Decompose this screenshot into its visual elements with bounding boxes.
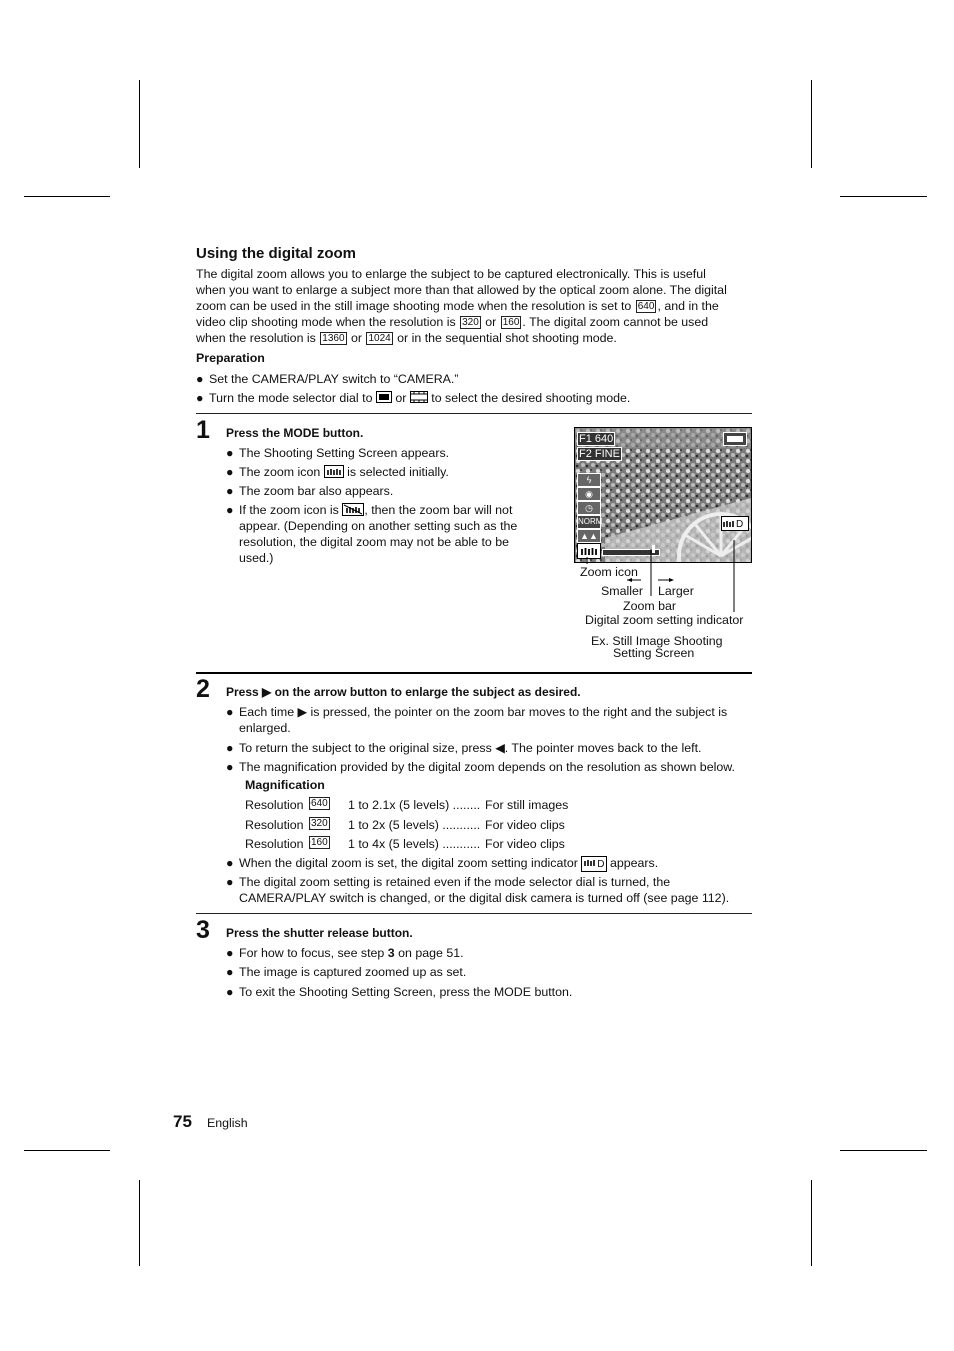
- divider: [196, 913, 752, 914]
- digital-zoom-indicator: D: [721, 516, 749, 531]
- caption-example: Ex. Still Image Shooting: [591, 634, 723, 648]
- crop-mark: [811, 80, 812, 168]
- divider: [196, 413, 752, 414]
- caption-example: Setting Screen: [613, 646, 695, 660]
- resolution-icon: 640: [637, 301, 655, 312]
- caption-smaller: Smaller: [601, 584, 643, 598]
- resolution-icon: 320: [311, 818, 328, 829]
- intro-line: when the resolution is 1360 or 1024 or in the sequential shot shooting mode.: [196, 331, 617, 345]
- magnification-heading: Magnification: [245, 778, 325, 792]
- step-title: Press ▶ on the arrow button to enlarge the subject as desired.: [226, 685, 581, 699]
- resolution-icon: 640: [311, 798, 328, 809]
- crop-mark: [840, 196, 927, 197]
- crop-mark: [139, 1180, 140, 1266]
- table-row: Resolution 320 : 1 to 2x (5 levels) ........... For video clips: [245, 818, 565, 832]
- zoom-icon-disabled: [342, 503, 364, 516]
- step-title: Press the shutter release button.: [226, 926, 413, 940]
- table-row: Resolution 160 : 1 to 4x (5 levels) ........... For video clips: [245, 837, 565, 851]
- caption-larger: Larger: [658, 584, 694, 598]
- caption-zoom-bar: Zoom bar: [623, 599, 677, 613]
- resolution-icon: 160: [502, 317, 520, 328]
- crop-mark: [139, 80, 140, 168]
- zoom-icon: [324, 465, 344, 478]
- resolution-icon: 1024: [368, 333, 391, 344]
- intro-line: when you want to enlarge a subject more than that allowed by the optical zoom alone. The digital: [196, 283, 727, 297]
- footer-language: English: [207, 1116, 248, 1130]
- still-camera-mode-icon: [376, 391, 392, 403]
- resolution-icon: 160: [311, 837, 328, 848]
- list-item-continuation: CAMERA/PLAY switch is changed, or the digital disk camera is turned off (see page 112).: [239, 891, 730, 905]
- caption-zoom-icon: Zoom icon: [580, 565, 638, 579]
- table-row: Resolution 640 : 1 to 2.1x (5 levels) ........ For still images: [245, 798, 569, 812]
- crop-mark: [811, 1180, 812, 1266]
- scene-icon: ▲▲: [577, 529, 601, 543]
- crop-mark: [840, 1150, 927, 1151]
- divider: [196, 672, 752, 674]
- step-title: Press the MODE button.: [226, 426, 364, 440]
- flash-icon: ϟ: [577, 473, 601, 487]
- step-number: 1: [196, 416, 210, 444]
- exposure-mode-indicator: NORM: [577, 515, 601, 529]
- battery-icon: [723, 432, 747, 446]
- resolution-icon: 320: [462, 317, 479, 328]
- section-title: Using the digital zoom: [196, 245, 356, 262]
- preparation-heading: Preparation: [196, 351, 265, 365]
- crop-mark: [24, 196, 110, 197]
- digital-zoom-indicator-icon: D: [581, 856, 606, 872]
- video-clip-mode-icon: [410, 391, 428, 403]
- list-item-continuation: enlarged.: [239, 721, 291, 735]
- intro-line: The digital zoom allows you to enlarge the subject to be captured electronically. This is useful: [196, 267, 706, 281]
- self-timer-icon: ◷: [577, 501, 601, 515]
- quality-indicator: F2 FINE: [579, 448, 620, 460]
- intro-line: zoom can be used in the still image shooting mode when the resolution is set to 640 , and in the: [196, 299, 719, 313]
- caption-digital-zoom-indicator: Digital zoom setting indicator: [585, 613, 744, 627]
- focus-icon: ◉: [577, 487, 601, 501]
- resolution-indicator: F1 640: [579, 433, 614, 445]
- intro-line: video clip shooting mode when the resolution is 320 or 160 . The digital zoom cannot be used: [196, 315, 709, 329]
- page-number: 75: [173, 1112, 192, 1131]
- step-number: 2: [196, 675, 210, 703]
- step-number: 3: [196, 916, 210, 944]
- crop-mark: [24, 1150, 110, 1151]
- resolution-icon: 1360: [322, 333, 345, 344]
- intro-paragraph: [196, 266, 756, 346]
- list-item-continuation: appear. (Depending on another setting such as the resolution, the digital zoom may not be able to be used.): [239, 519, 518, 565]
